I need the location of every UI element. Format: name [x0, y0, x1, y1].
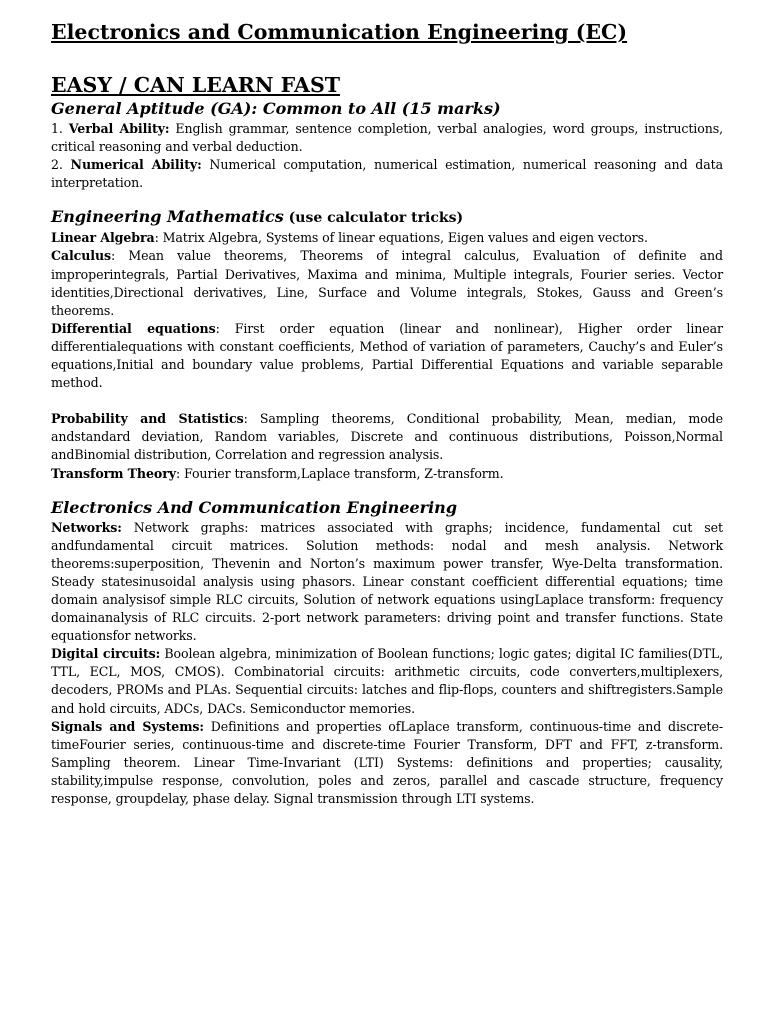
item-text: : First order equation (linear and nonlinear), Higher order linear differentialequations with constant coefficients, Method of variation of parameters, Cauchy’s and Euler’s equations,Initial and boundary value problems, Partial Differential Equations and variable separable method. [51, 320, 723, 391]
digital-circuits-item [51, 645, 723, 717]
verbal-ability-item [51, 120, 723, 156]
document-page [51, 18, 723, 808]
item-label: Transform Theory [51, 465, 176, 481]
electronics-communication-heading: Electronics And Communication Engineering [51, 497, 457, 517]
item-text: : Matrix Algebra, Systems of linear equations, Eigen values and eigen vectors. [154, 230, 648, 246]
transform-theory-item [51, 465, 723, 483]
numerical-ability-item [51, 156, 723, 192]
section-title: Engineering Mathematics [51, 207, 284, 227]
networks-item [51, 519, 723, 646]
item-label: Numerical Ability: [70, 157, 202, 173]
signals-systems-item [51, 718, 723, 808]
document-title: Electronics and Communication Engineering (EC) [51, 20, 628, 44]
item-label: Differential equations [51, 320, 216, 336]
item-text: Network graphs: matrices associated with graphs; incidence, fundamental cut set andfundamental circuit matrices. Solution methods: nodal and mesh analysis. Network theorems:superposition, Thevenin and Norton’s maximum power transfer, Wye-Delta transformation. Steady statesinusoidal analysis using phasors. Linear constant coefficient differential equations; time domain analysisof simple RLC circuits, Solution of network equations usingLaplace transform: frequency domainanalysis of RLC circuits. 2-port network parameters: driving point and transfer functions. State equationsfor networks. [51, 519, 723, 644]
probability-statistics-item [51, 410, 723, 464]
item-label: Calculus [51, 248, 112, 264]
item-label: Signals and Systems: [51, 718, 204, 734]
item-label: Verbal Ability: [68, 121, 170, 136]
engineering-mathematics-heading [51, 206, 723, 229]
differential-equations-item [51, 320, 723, 392]
item-text: Boolean algebra, minimization of Boolean functions; logic gates; digital IC families(DTL, TTL, ECL, MOS, CMOS). Combinatorial circuits: arithmetic circuits, code converters,multiplexers, decoders, PROMs and PLAs. Sequential circuits: latches and flip-flops, counters and shiftregisters.Sample and hold circuits, ADCs, DACs. Semiconductor memories. [51, 646, 723, 716]
item-label: Digital circuits: [51, 646, 161, 662]
electronics-communication-section [51, 497, 723, 809]
item-text: : Fourier transform,Laplace transform, Z-transform. [175, 465, 504, 481]
item-label: Networks: [51, 519, 122, 535]
item-text: : Mean value theorems, Theorems of integral calculus, Evaluation of definite and improperintegrals, Partial Derivatives, Maxima and minima, Multiple integrals, Fourier series. Vector identities,Directional derivatives, Line, Surface and Volume integrals, Stokes, Gauss and Green’s theorems. [51, 248, 723, 318]
item-label: Linear Algebra [51, 230, 155, 246]
item-number: 1. [51, 121, 63, 136]
section-heading-note: (use calculator tricks) [283, 210, 464, 227]
general-aptitude-heading: General Aptitude (GA): Common to All (15 marks) [51, 99, 501, 118]
engineering-mathematics-section [51, 206, 723, 482]
difficulty-heading: EASY / CAN LEARN FAST [51, 73, 341, 97]
item-text: English grammar, sentence completion, verbal analogies, word groups, instructions, critical reasoning and verbal deduction. [51, 121, 723, 155]
item-number: 2. [51, 157, 63, 173]
item-label: Probability and Statistics [51, 411, 244, 427]
general-aptitude-section [51, 98, 723, 192]
item-text: Numerical computation, numerical estimation, numerical reasoning and data interpretation. [51, 157, 723, 191]
item-text: : Sampling theorems, Conditional probability, Mean, median, mode andstandard deviation, Random variables, Discrete and continuous distributions, Poisson,Normal andBinomial distribution, Correlation and regression analysis. [51, 411, 723, 463]
calculus-item [51, 247, 723, 319]
item-text: Definitions and properties ofLaplace transform, continuous-time and discrete-timeFourier series, continuous-time and discrete-time Fourier Transform, DFT and FFT, z-transform. Sampling theorem. Linear Time-Invariant (LTI) Systems: definitions and properties; causality, stability,impulse response, convolution, poles and zeros, parallel and cascade structure, frequency response, groupdelay, phase delay. Signal transmission through LTI systems. [51, 718, 723, 806]
linear-algebra-item [51, 229, 723, 247]
